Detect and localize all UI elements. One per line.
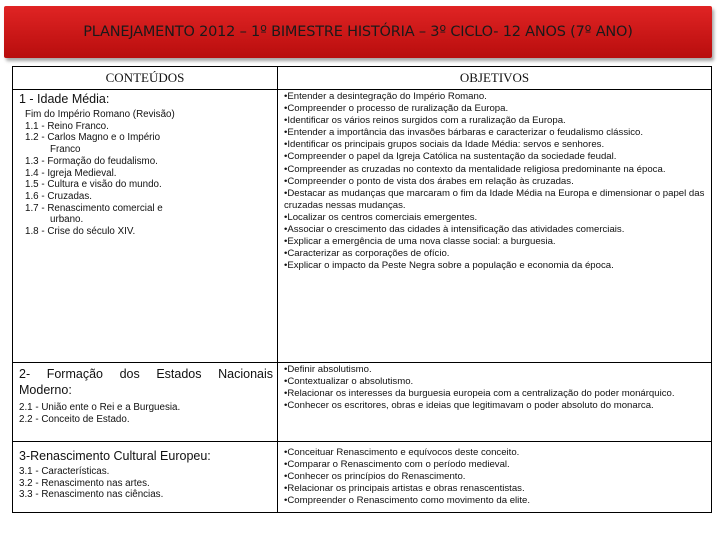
- objective-item: •Comparar o Renascimento com o período medieval.: [284, 459, 510, 471]
- list-item: 1.3 - Formação do feudalismo.: [25, 155, 158, 167]
- section-title: 1 - Idade Média:: [19, 92, 110, 106]
- objective-item: •Identificar os vários reinos surgidos com a ruralização da Europa.: [284, 115, 566, 127]
- content-list: [17, 402, 273, 425]
- list-item: 1.6 - Cruzadas.: [25, 190, 92, 202]
- list-item: Franco: [50, 144, 81, 156]
- objective-item: •Destacar as mudanças que marcaram o fim da Idade Média na Europa e dimensionar o papel das cruzadas nessas mudanças.: [284, 187, 705, 211]
- planning-table: [12, 66, 712, 513]
- objective-item: •Conceituar Renascimento e equívocos deste conceito.: [284, 447, 520, 458]
- objective-item: •Explicar a emergência de uma nova classe social: a burguesia.: [284, 236, 556, 248]
- objective-item: •Entender a importância das invasões bárbaras e caracterizar o feudalismo clássico.: [284, 127, 644, 139]
- objective-item: •Localizar os centros comerciais emergentes.: [284, 211, 478, 223]
- objective-item: •Caracterizar as corporações de ofício.: [284, 248, 450, 260]
- content-cell: [13, 363, 278, 442]
- section-title: 3-Renascimento Cultural Europeu:: [19, 449, 211, 463]
- objectives-cell: [278, 442, 712, 513]
- content-cell: [13, 90, 278, 363]
- objective-item: •Compreender o processo de ruralização da Europa.: [284, 103, 509, 115]
- objective-item: •Entender a desintegração do Império Romano.: [284, 91, 487, 102]
- objective-item: •Compreender o Renascimento como movimento da elite.: [284, 495, 530, 507]
- objectives-list: [282, 443, 707, 507]
- list-item: 1.1 - Reino Franco.: [25, 120, 109, 132]
- objective-item: •Associar o crescimento das cidades à intensificação das atividades comerciais.: [284, 224, 625, 236]
- objectives-cell: [278, 363, 712, 442]
- objective-item: •Compreender o papel da Igreja Católica na sustentação da sociedade feudal.: [284, 151, 617, 163]
- list-item: Fim do Império Romano (Revisão): [25, 109, 175, 120]
- objectives-list: [282, 91, 707, 272]
- page-title: PLANEJAMENTO 2012 – 1º BIMESTRE HISTÓRIA – 3º CICLO- 12 ANOS (7º ANO): [83, 24, 633, 40]
- objective-item: •Identificar os principais grupos sociais da Idade Média: servos e senhores.: [284, 139, 605, 151]
- list-item: 2.2 - Conceito de Estado.: [19, 413, 130, 425]
- list-item: 1.8 - Crise do século XIV.: [25, 226, 136, 238]
- objective-item: •Explicar o impacto da Peste Negra sobre a população e economia da época.: [284, 260, 614, 272]
- objective-item: •Contextualizar o absolutismo.: [284, 376, 414, 388]
- list-item: 1.2 - Carlos Magno e o Império: [25, 132, 161, 144]
- list-item: 1.5 - Cultura e visão do mundo.: [25, 179, 162, 191]
- objective-item: •Compreender o ponto de vista dos árabes em relação às cruzadas.: [284, 175, 574, 187]
- objective-item: •Compreender as cruzadas no contexto da mentalidade religiosa predominante na época.: [284, 163, 666, 175]
- objective-item: •Conhecer os escritores, obras e ideias que legitimavam o poder absoluto do monarca.: [284, 400, 654, 412]
- list-item: 1.7 - Renascimento comercial e: [25, 202, 163, 214]
- table-row: [13, 90, 712, 363]
- content-list: [17, 109, 273, 238]
- title-banner: [4, 6, 712, 58]
- column-header-objetivos: OBJETIVOS: [278, 67, 712, 90]
- column-header-conteudos: CONTEÚDOS: [13, 67, 278, 90]
- objective-item: •Conhecer os princípios do Renascimento.: [284, 471, 466, 483]
- table-row: [13, 363, 712, 442]
- list-item: 2.1 - União ente o Rei e a Burguesia.: [19, 402, 181, 413]
- objective-item: •Definir absolutismo.: [284, 364, 372, 375]
- table-header-row: [13, 67, 712, 90]
- objective-item: •Relacionar os interesses da burguesia europeia com a centralização do poder monárquico.: [284, 388, 675, 400]
- content-cell: [13, 442, 278, 513]
- list-item: 3.3 - Renascimento nas ciências.: [19, 489, 164, 501]
- list-item: 3.1 - Características.: [19, 466, 110, 477]
- content-list: [17, 466, 273, 501]
- list-item: urbano.: [50, 214, 84, 226]
- list-item: 1.4 - Igreja Medieval.: [25, 167, 117, 179]
- objective-item: •Relacionar os principais artistas e obras renascentistas.: [284, 483, 525, 495]
- section-title: 2- Formação dos Estados Nacionais Moderno:: [19, 367, 273, 397]
- list-item: 3.2 - Renascimento nas artes.: [19, 477, 150, 489]
- table-row: [13, 442, 712, 513]
- objectives-list: [282, 364, 707, 412]
- objectives-cell: [278, 90, 712, 363]
